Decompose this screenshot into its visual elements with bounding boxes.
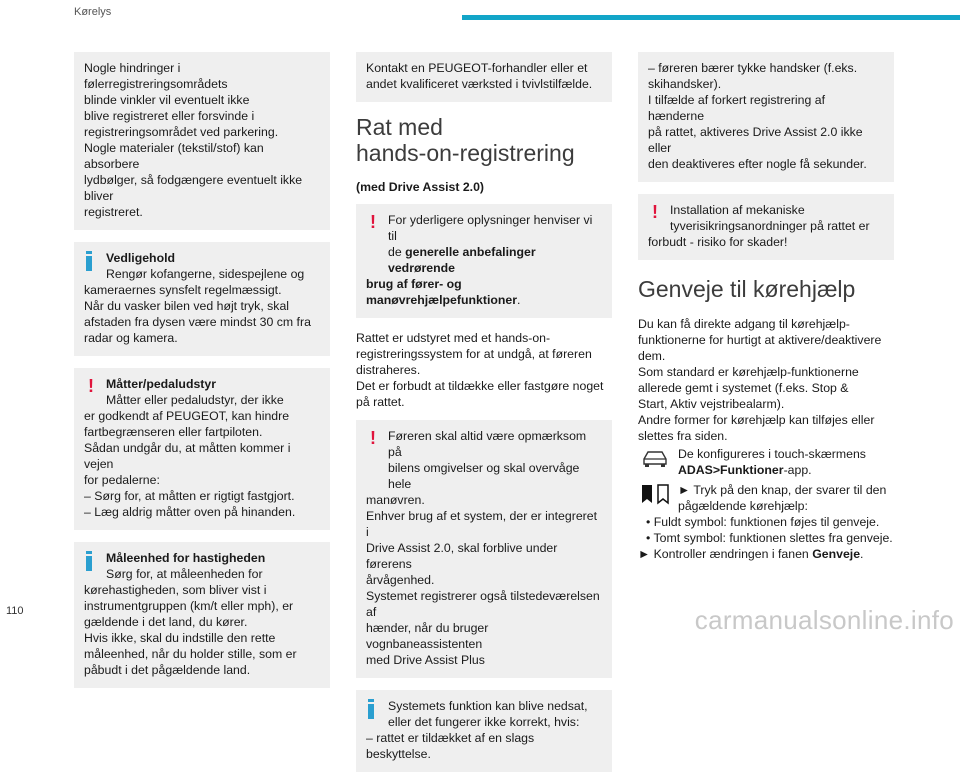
- section-title: Kørelys: [74, 6, 112, 18]
- watermark-text: carmanualsonline.info: [694, 605, 954, 635]
- info-icon: [84, 251, 98, 269]
- warning-box-general-recommendations: ! For yderligere oplysninger henviser vi til de generelle anbefalinger vedrørende brug af fører- og manøvrehjælpefunktioner.: [356, 204, 612, 318]
- list-item: • Tomt symbol: funktionen slettes fra genveje.: [646, 531, 893, 545]
- info-box-system-limits: Systemets funktion kan blive nedsat, eller det fungerer ikke korrekt, hvis: – rattet er tildækket af en slags beskyttelse.: [356, 690, 612, 772]
- adas-app-row: De konfigureres i touch-skærmens ADAS>Funktioner-app.: [638, 446, 894, 478]
- shortcut-toggle-row: ► Tryk på den knap, der svarer til den pågældende kørehjælp:: [638, 482, 894, 514]
- section-heading-hands-on: Rat med hands-on-registrering: [356, 114, 575, 166]
- note-box-dealer: Kontakt en PEUGEOT-forhandler eller et andet kvalificeret værksted i tvivlstilfælde.: [356, 52, 612, 102]
- info-title: Vedligehold: [106, 251, 176, 265]
- warning-box-driver-attention: ! Føreren skal altid være opmærksom på bilens omgivelser og skal overvåge hele manøvren. Enhver brug af et system, der er integreret i Drive Assist 2.0, skal forblive under førerens årvågenhed. Systemet registrerer også tilstedeværelsen af hænder, når du bruger vognbaneassistenten med Drive Assist Plus: [356, 420, 612, 678]
- info-box-speed-unit: Måleenhed for hastigheden Sørg for, at måleenheden for kørehastigheden, som bliver vist i instrumentgruppen (km/t eller mph), er gældende i det land, du kører. Hvis ikke, skal du indstille den rette måleenhed, når du holder stille, som er påbudt i det pågældende land.: [74, 542, 330, 688]
- warning-icon: !: [652, 202, 658, 222]
- warning-title: Måtter/pedaludstyr: [106, 377, 217, 391]
- info-title: Måleenhed for hastigheden: [106, 551, 266, 565]
- column-1: [74, 52, 330, 700]
- warning-box-anti-theft: ! Installation af mekaniske tyverisikringsanordninger på rattet er forbudt - risiko for skader!: [638, 194, 894, 260]
- column-2: [356, 52, 612, 784]
- bookmark-icons: [640, 483, 672, 509]
- warning-icon: !: [370, 428, 376, 448]
- column-3: [638, 52, 894, 562]
- car-icon: [640, 447, 670, 473]
- section-heading-shortcuts: Genveje til kørehjælp: [638, 276, 856, 302]
- header-accent-bar: [462, 15, 960, 20]
- final-instruction: ► Kontroller ændringen i fanen Genveje.: [638, 547, 864, 561]
- info-box-maintenance: Vedligehold Rengør kofangerne, sidespejlene og kameraernes synsfelt regelmæssigt. Når du vasker bilen ved højt tryk, skal afstaden fra dysen være mindst 30 cm fra radar og kamera.: [74, 242, 330, 356]
- subheading: (med Drive Assist 2.0): [356, 180, 485, 194]
- paragraph-hands-on: Rattet er udstyret med et hands-on- registreringssystem for at undgå, at føreren distraheres. Det er forbudt at tildække eller fastgøre noget på rattet.: [356, 331, 604, 409]
- note-box-blind-spots: Nogle hindringer i følerregistreringsområdets blinde vinkler vil eventuelt ikke blive registreret eller forsvinde i registreringsområdet ved parkering. Nogle materialer (tekstil/stof) kan absorbere lydbølger, så fodgængere eventuelt ikke bliver registreret.: [74, 52, 330, 230]
- list-item: • Fuldt symbol: funktionen føjes til genveje.: [646, 515, 880, 529]
- info-icon: [84, 551, 98, 569]
- warning-icon: !: [88, 376, 94, 396]
- page-number: 110: [6, 605, 24, 617]
- paragraph-shortcuts: Du kan få direkte adgang til kørehjælp- funktionerne for hurtigt at aktivere/deaktivere dem. Som standard er kørehjælp-funktionerne allerede gemt i systemet (f.eks. Stop & Start, Aktiv vejstribealarm). Andre former for kørehjælp kan tilføjes eller slettes fra siden.: [638, 317, 882, 443]
- note-box-gloves: – føreren bærer tykke handsker (f.eks. skihandsker). I tilfælde af forkert registrering af hænderne på rattet, aktiveres Drive Assist 2.0 ikke eller den deaktiveres efter nogle få sekunder.: [638, 52, 894, 182]
- warning-icon: !: [370, 212, 376, 232]
- warning-box-mats: ! Måtter/pedaludstyr Måtter eller pedaludstyr, der ikke er godkendt af PEUGEOT, kan hindre fartbegrænseren eller fartpiloten. Sådan undgår du, at måtten kommer i vejen for pedalerne: – Sørg for, at måtten er rigtigt fastgjort. – Læg aldrig måtter oven på hinanden.: [74, 368, 330, 530]
- info-icon: [366, 699, 380, 717]
